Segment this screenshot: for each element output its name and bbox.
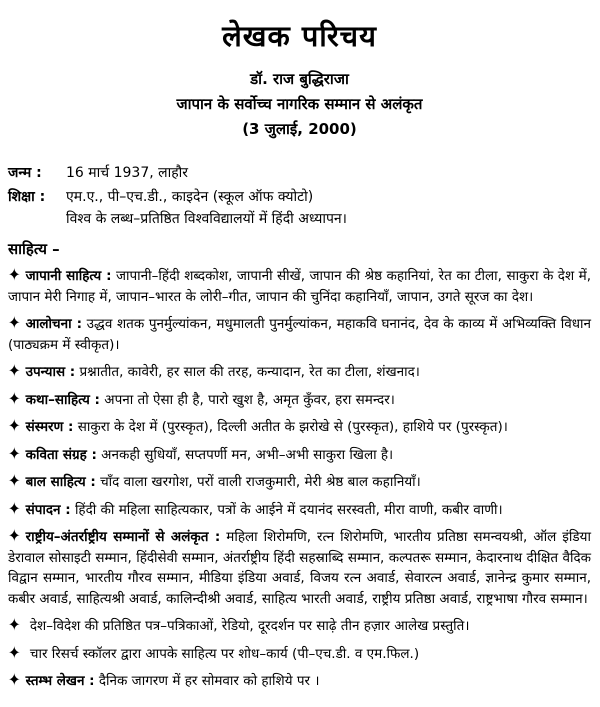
item-heading: संस्मरण :	[25, 419, 74, 435]
item-heading: स्तम्भ लेखन :	[25, 673, 95, 689]
star-bullet-icon: ✦	[8, 525, 21, 547]
star-bullet-icon: ✦	[8, 669, 21, 691]
item-text: हिंदी की महिला साहित्यकार, पत्रों के आईने में दयानंद सरस्वती, मीरा वाणी, कबीर वाणी।	[74, 501, 503, 518]
item-text: अनकही सुधियाँ, सप्तपर्णी मन, अभी–अभी साकुरा खिला है।	[101, 446, 394, 463]
list-item	[8, 265, 591, 307]
list-item	[8, 643, 591, 665]
star-bullet-icon: ✦	[8, 264, 21, 286]
item-text: जापानी–हिंदी शब्दकोश, जापानी सीखें, जापान की श्रेष्ठ कहानियां, रेत का टीला, साकुरा के देश में, जापान मेरी निगाह में, जापान–भारत के लोरी–गीत, जापान की चुनिंदा कहानियाँ, जापान, उगते सूरज का देश।	[8, 268, 591, 305]
star-bullet-icon: ✦	[8, 470, 21, 492]
item-text: प्रश्नातीत, कावेरी, हर साल की तरह, कन्यादान, रेत का टीला, शंखनाद।	[79, 364, 420, 380]
star-bullet-icon: ✦	[8, 312, 21, 334]
list-item	[8, 471, 591, 493]
honor-line: जापान के सर्वोच्च नागरिक सम्मान से अलंकृत	[176, 95, 423, 113]
star-bullet-icon: ✦	[8, 498, 21, 519]
item-heading: संपादन :	[25, 501, 71, 518]
star-bullet-icon: ✦	[8, 415, 21, 437]
info-row-education	[8, 186, 591, 230]
info-value-education	[66, 186, 591, 230]
date-line: (3 जुलाई, 2000)	[242, 120, 357, 138]
education-line-2: विश्व के लब्ध–प्रतिष्ठित विश्वविद्यालयों में हिंदी अध्यापन।	[66, 211, 347, 227]
item-heading: कविता संग्रह :	[25, 446, 97, 463]
star-bullet-icon: ✦	[8, 388, 21, 409]
list-item	[8, 615, 591, 637]
item-heading: उपन्यास :	[25, 364, 76, 380]
info-value-birth: 16 मार्च 1937, लाहौर	[66, 165, 189, 181]
author-name: डॉ. राज बुद्धिराजा	[250, 70, 349, 88]
page-title: लेखक परिचय	[222, 19, 377, 53]
list-item	[8, 526, 591, 609]
bibliography-list	[8, 265, 591, 692]
item-text: चार रिसर्च स्कॉलर द्वारा आपके साहित्य पर शोध–कार्य (पी–एच.डी. व एम.फिल.)	[29, 645, 420, 662]
item-heading: बाल साहित्य :	[25, 474, 96, 490]
info-section	[8, 162, 591, 230]
item-text: चाँद वाला खरगोश, परों वाली राजकुमारी, मेरी श्रेष्ठ बाल कहानियाँ।	[100, 474, 421, 490]
item-text: अपना तो ऐसा ही है, पारो खुश है, अमृत कुँवर, हरा समन्दर।	[104, 391, 395, 408]
item-text: महिला शिरोमणि, रत्न शिरोमणि, भारतीय प्रतिष्ठा समन्वयश्री, ऑल इंडिया डेरावाल सोसाइटी सम्मान, हिंदीसेवी सम्मान, अंतर्राष्ट्रीय हिंदी सहस्राब्दि सम्मान, कल्पतरू सम्मान, केदारनाथ दीक्षित वैदिक विद्वान सम्मान, भारतीय गौरव सम्मान, मीडिया इंडिया अवार्ड, विजय रत्न अवार्ड, सेवारत्न अवार्ड, ज्ञानेन्द्र कुमार सम्मान, कबीर अवार्ड, साहित्यश्री अवार्ड, कालिन्दीश्री अवार्ड, साहित्य भारती अवार्ड, राष्ट्रीय प्रतिष्ठा अवार्ड, राष्ट्रभाषा गौरव सम्मान।	[8, 529, 591, 607]
star-bullet-icon: ✦	[8, 614, 21, 636]
list-item	[8, 444, 591, 466]
info-label-birth: जन्म :	[8, 165, 42, 181]
star-bullet-icon: ✦	[8, 360, 21, 382]
item-heading: जापानी साहित्य :	[25, 268, 112, 284]
star-bullet-icon: ✦	[8, 443, 21, 464]
item-text: दैनिक जागरण में हर सोमवार को हाशिये पर ।	[98, 673, 320, 689]
list-item	[8, 670, 591, 692]
item-text: देश–विदेश की प्रतिष्ठित पत्र–पत्रिकाओं, रेडियो, दूरदर्शन पर साढ़े तीन हज़ार आलेख प्रस्तुति।	[29, 618, 470, 634]
list-item	[8, 416, 591, 438]
star-bullet-icon: ✦	[8, 642, 21, 663]
item-heading: राष्ट्रीय–अंतर्राष्ट्रीय सम्मानों से अलंकृत :	[25, 529, 221, 545]
section-heading-sahitya: साहित्य –	[8, 240, 60, 258]
item-text: उद्धव शतक पुनर्मुल्यांकन, मधुमालती पुनर्मुल्यांकन, महाकवि घनानंद, देव के काव्य में अभिव्यक्ति विधान (पाठ्यक्रम में स्वीकृत)।	[8, 316, 591, 353]
list-item	[8, 499, 591, 521]
education-line-1: एम.ए., पी–एच.डी., काइदेन (स्कूल ऑफ क्योटो)	[66, 189, 314, 205]
item-heading: आलोचना :	[25, 316, 83, 332]
list-item	[8, 313, 591, 355]
item-heading: कथा–साहित्य :	[25, 391, 100, 408]
info-label-education: शिक्षा :	[8, 189, 46, 205]
info-row-birth	[8, 162, 591, 184]
item-text: साकुरा के देश में (पुरस्कृत), दिल्ली अतीत के झरोखे से (पुरस्कृत), हाशिये पर (पुरस्कृत)।	[77, 419, 508, 435]
list-item	[8, 389, 591, 411]
list-item	[8, 361, 591, 383]
